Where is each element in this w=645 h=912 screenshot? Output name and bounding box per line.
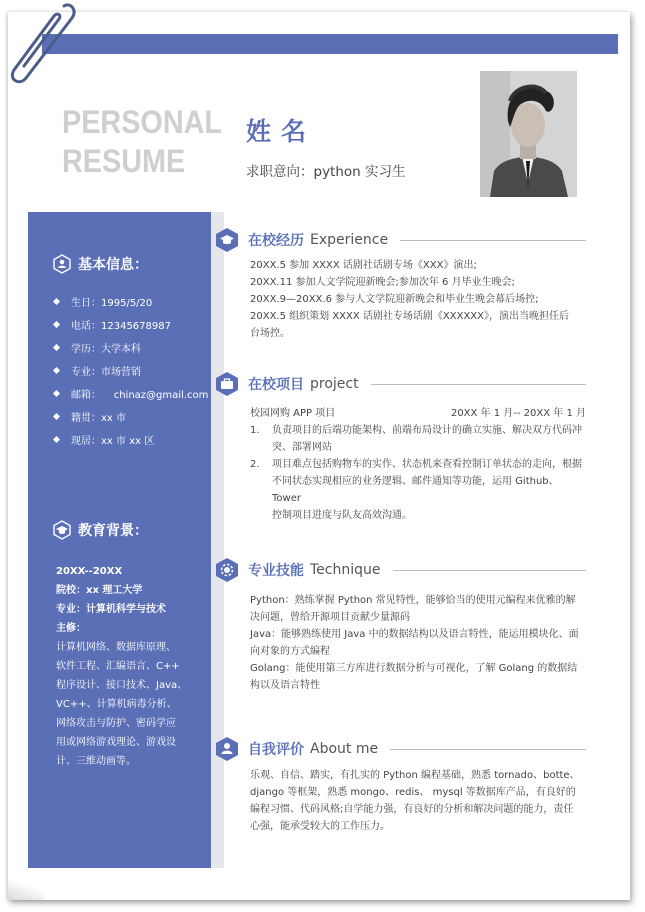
info-birthday xyxy=(54,290,208,313)
experience-heading xyxy=(214,227,586,253)
project-item xyxy=(250,422,586,456)
edu-courses-label: 主修： xyxy=(56,623,86,634)
experience-line: 台场控。 xyxy=(250,328,290,339)
sidebar xyxy=(28,212,211,868)
basic-info-list xyxy=(54,290,208,451)
about-body xyxy=(250,767,586,835)
project-item-line: 负责项目的后端功能架构、前端布局设计的确立实施、解决双方代码冲 xyxy=(272,425,582,436)
info-text: 生日：1995/5/20 xyxy=(71,298,153,309)
skills-line: Python：熟练掌握 Python 常见特性，能够恰当的使用元编程来优雅的解 xyxy=(250,595,576,606)
about-title-cn: 自我评价 xyxy=(248,742,304,758)
section-divider xyxy=(390,749,586,750)
project-period: 20XX 年 1 月-- 20XX 年 1 月 xyxy=(450,408,586,419)
bullet-icon xyxy=(53,367,60,374)
info-text: 籍贯：xx 市 xyxy=(71,413,127,424)
skills-line: 构以及语言特性 xyxy=(250,680,320,691)
briefcase-icon xyxy=(214,371,240,397)
project-item xyxy=(250,456,586,524)
job-intent-label: 求职意向： xyxy=(246,164,314,180)
paperclip-icon xyxy=(4,0,76,88)
experience-title-en: Experience xyxy=(310,232,389,248)
candidate-name: 姓名 xyxy=(246,117,317,146)
portrait-image xyxy=(480,71,577,197)
project-heading xyxy=(214,371,586,397)
skills-title-cn: 专业技能 xyxy=(248,563,304,579)
section-divider xyxy=(371,384,586,385)
education-details xyxy=(56,562,196,771)
profile-photo xyxy=(480,71,577,197)
edu-major: 专业：计算机科学与技术 xyxy=(56,604,166,615)
edu-course-line: 程序设计、接口技术、Java、 xyxy=(56,680,188,691)
experience-line: 20XX.11 参加人文学院迎新晚会;参加次年 6 月毕业生晚会; xyxy=(250,277,515,288)
sidebar-edge-strip xyxy=(211,212,224,868)
person-icon xyxy=(214,736,240,762)
experience-line: 20XX.5 组织策划 XXXX 话剧社专场话剧《XXXXXX》，演出当晚担任后 xyxy=(250,311,570,322)
edu-course-line: 软件工程、汇编语言、C++ xyxy=(56,661,180,672)
experience-line: 20XX.5 参加 XXXX 话剧社话剧专场《XXX》演出; xyxy=(250,260,477,271)
project-name: 校园网购 APP 项目 xyxy=(250,408,336,419)
education-title: 教育背景： xyxy=(78,523,148,539)
info-text: 专业：市场营销 xyxy=(71,367,141,378)
project-item-number: 1. xyxy=(250,425,260,436)
edu-course-line: 用或网络游戏理论、游戏设 xyxy=(56,737,176,748)
resume-title: RESUME xyxy=(62,143,186,179)
info-text: 学历：大学本科 xyxy=(71,344,141,355)
info-hometown xyxy=(54,405,208,428)
graduation-cap-icon xyxy=(52,520,72,540)
info-major xyxy=(54,359,208,382)
section-divider xyxy=(400,240,586,241)
skills-line: 决问题，曾给开源项目贡献少量源码 xyxy=(250,612,410,623)
personal-title: PERSONAL xyxy=(62,104,223,140)
about-line: 心强，能承受较大的工作压力。 xyxy=(250,821,390,832)
experience-title-cn: 在校经历 xyxy=(248,233,304,249)
project-item-line: 突、部署网站 xyxy=(272,442,332,453)
skills-body xyxy=(250,592,586,694)
edu-period: 20XX--20XX xyxy=(56,566,123,577)
basic-info-title: 基本信息： xyxy=(78,257,148,273)
project-item-number: 2. xyxy=(250,459,260,470)
about-line: 编程习惯、代码风格;自学能力强，有良好的分析和解决问题的能力，责任 xyxy=(250,804,574,815)
about-heading xyxy=(214,736,586,762)
bullet-icon xyxy=(53,413,60,420)
edu-course-line: 网络攻击与防护、密码学应 xyxy=(56,718,176,729)
bullet-icon xyxy=(53,436,60,443)
edu-course-line: 计、三维动画等。 xyxy=(56,756,136,767)
project-body xyxy=(250,405,586,524)
info-residence xyxy=(54,428,208,451)
edu-school: 院校：xx 理工大学 xyxy=(56,585,143,596)
job-intent-value: python 实习生 xyxy=(313,164,406,180)
job-intent xyxy=(246,160,406,180)
experience-body xyxy=(250,257,586,342)
skills-title-en: Technique xyxy=(310,562,381,578)
bullet-icon xyxy=(53,321,60,328)
about-line: 乐观、自信、踏实，有扎实的 Python 编程基础，熟悉 tornado、botte、 xyxy=(250,770,580,781)
about-title-en: About me xyxy=(310,741,379,757)
skills-heading xyxy=(214,557,586,583)
paper-fold-corner xyxy=(8,876,44,900)
info-text: 邮箱： chinaz@gmail.com xyxy=(71,390,209,401)
skills-line: 向对象的方式编程 xyxy=(250,646,330,657)
skills-line: Golang：能使用第三方库进行数据分析与可视化，了解 Golang 的数据结 xyxy=(250,663,578,674)
info-text: 现居：xx 市 xx 区 xyxy=(71,436,155,447)
bullet-icon xyxy=(53,390,60,397)
education-heading xyxy=(52,520,148,540)
edu-course-line: 计算机网络、数据库原理、 xyxy=(56,642,176,653)
project-item-line: 控制项目进度与队友高效沟通。 xyxy=(272,510,412,521)
edu-course-line: VC++、计算机病毒分析、 xyxy=(56,699,177,710)
project-item-line: 不同状态实现相应的业务逻辑、邮件通知等功能，运用 Github、Tower xyxy=(272,476,559,504)
section-divider xyxy=(393,570,587,571)
info-education xyxy=(54,336,208,359)
info-email xyxy=(54,382,208,405)
top-accent-bar xyxy=(42,34,618,54)
info-phone xyxy=(54,313,208,336)
bullet-icon xyxy=(53,298,60,305)
basic-info-heading xyxy=(52,254,148,274)
skills-icon xyxy=(214,557,240,583)
about-line: django 等框架，熟悉 mongo、redis、 mysql 等数据库产品，有良好的 xyxy=(250,787,576,798)
project-item-line: 项目难点包括购物车的实作、状态机来查看控制订单状态的走向，根据 xyxy=(272,459,582,470)
project-title-en: project xyxy=(310,376,359,392)
info-text: 电话：12345678987 xyxy=(71,321,171,332)
graduation-cap-icon xyxy=(214,227,240,253)
project-meta-row xyxy=(250,405,586,422)
skills-line: Java：能够熟练使用 Java 中的数据结构以及语言特性，能运用模块化、面 xyxy=(250,629,579,640)
experience-line: 20XX.9—20XX.6 参与人文学院迎新晚会和毕业生晚会幕后场控; xyxy=(250,294,539,305)
project-title-cn: 在校项目 xyxy=(248,377,304,393)
bullet-icon xyxy=(53,344,60,351)
user-info-icon xyxy=(52,254,72,274)
